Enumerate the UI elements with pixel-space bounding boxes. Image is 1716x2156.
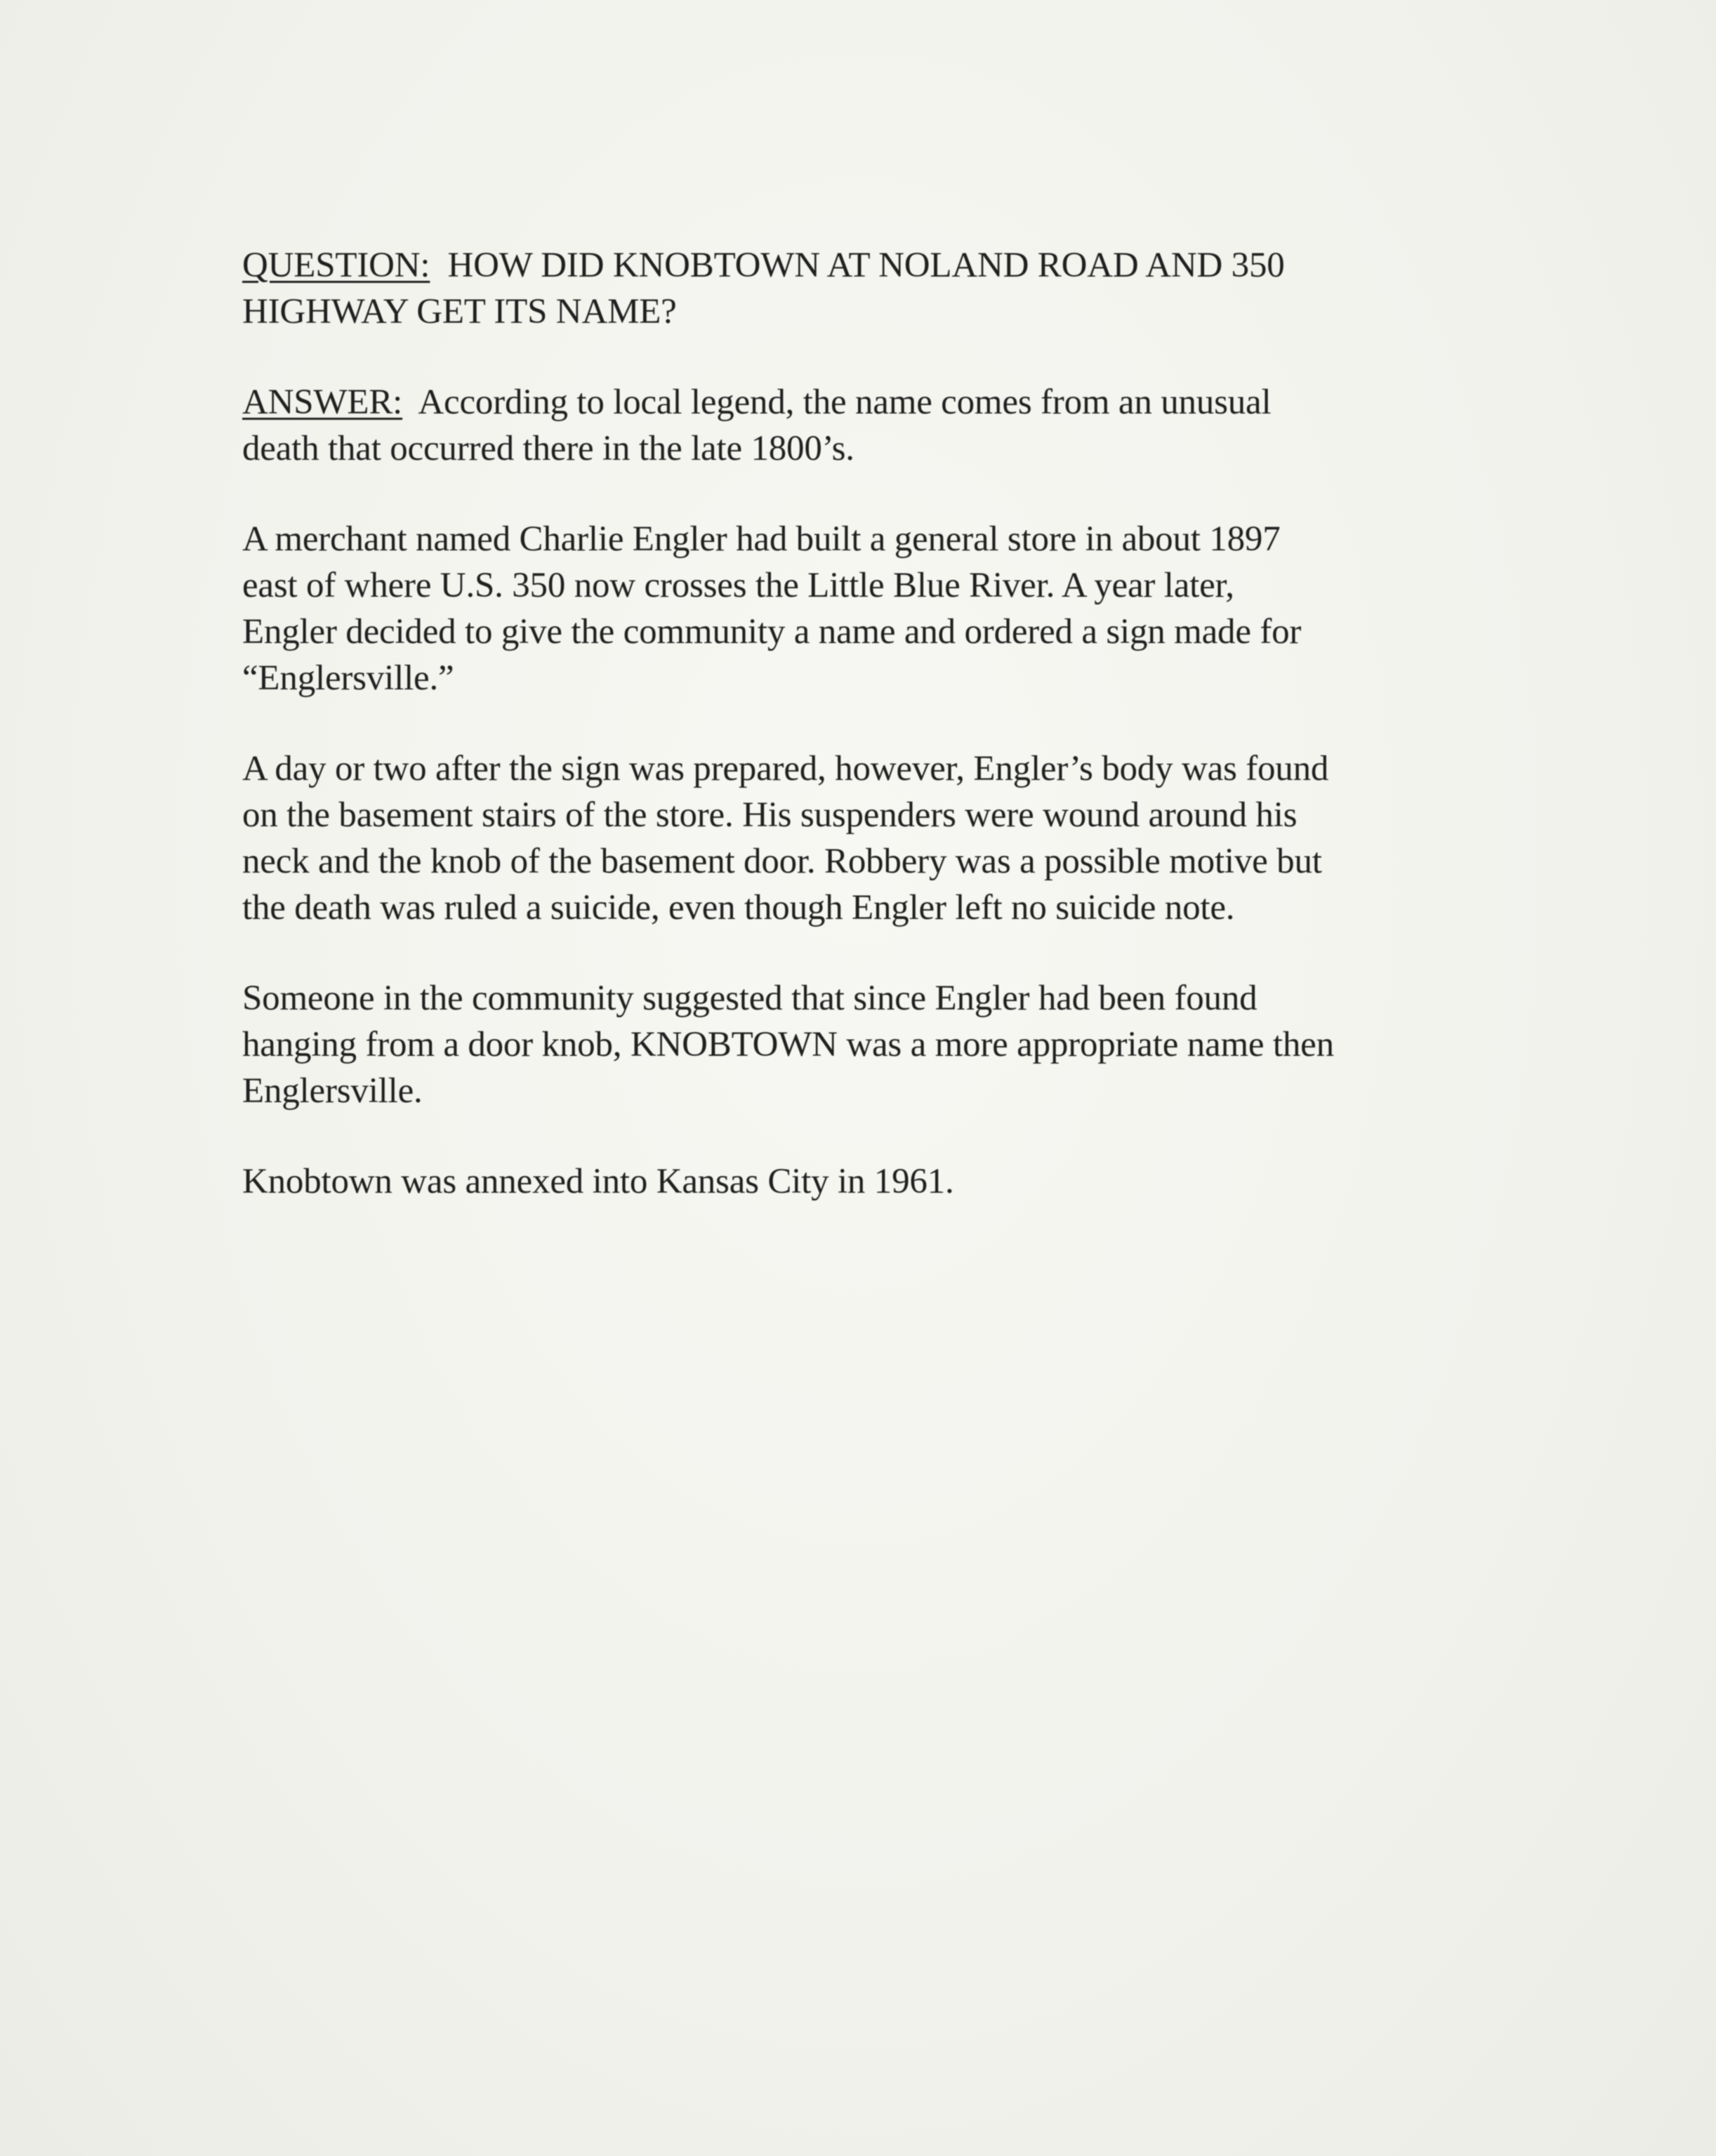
document-body [242, 242, 1492, 1249]
paragraph-line: the death was ruled a suicide, even though Engler left no suicide note. [242, 888, 1235, 927]
question-line-2: HIGHWAY GET ITS NAME? [242, 292, 677, 331]
paragraph-line: Someone in the community suggested that since Engler had been found [242, 979, 1258, 1018]
paragraph-line: east of where U.S. 350 now crosses the Little Blue River. A year later, [242, 566, 1234, 605]
question-paragraph [242, 242, 1492, 335]
paragraph-line: Engler decided to give the community a name and ordered a sign made for [242, 612, 1302, 652]
answer-line-1 [242, 379, 1492, 425]
paragraph-naming [242, 975, 1492, 1114]
paragraph-death [242, 746, 1492, 931]
answer-paragraph [242, 379, 1492, 472]
question-label: QUESTION: [242, 246, 430, 285]
paragraph-line: Englersville. [242, 1071, 423, 1111]
question-line-1 [242, 242, 1492, 289]
paragraph-annexation [242, 1158, 1492, 1205]
question-text-1: HOW DID KNOBTOWN AT NOLAND ROAD AND 350 [447, 246, 1285, 285]
answer-line-2: death that occurred there in the late 1800’s. [242, 429, 854, 468]
answer-label: ANSWER: [242, 383, 403, 422]
paragraph-merchant [242, 516, 1492, 701]
answer-text-1: According to local legend, the name comes from an unusual [418, 383, 1272, 422]
paragraph-line: Knobtown was annexed into Kansas City in 1961. [242, 1162, 954, 1201]
paragraph-line: A merchant named Charlie Engler had built a general store in about 1897 [242, 520, 1281, 559]
paragraph-line: on the basement stairs of the store. His suspenders were wound around his [242, 795, 1298, 835]
paragraph-line: hanging from a door knob, KNOBTOWN was a more appropriate name then [242, 1025, 1334, 1064]
paragraph-line: A day or two after the sign was prepared, however, Engler’s body was found [242, 749, 1329, 788]
paragraph-line: neck and the knob of the basement door. Robbery was a possible motive but [242, 842, 1322, 881]
paragraph-line: “Englersville.” [242, 659, 454, 698]
